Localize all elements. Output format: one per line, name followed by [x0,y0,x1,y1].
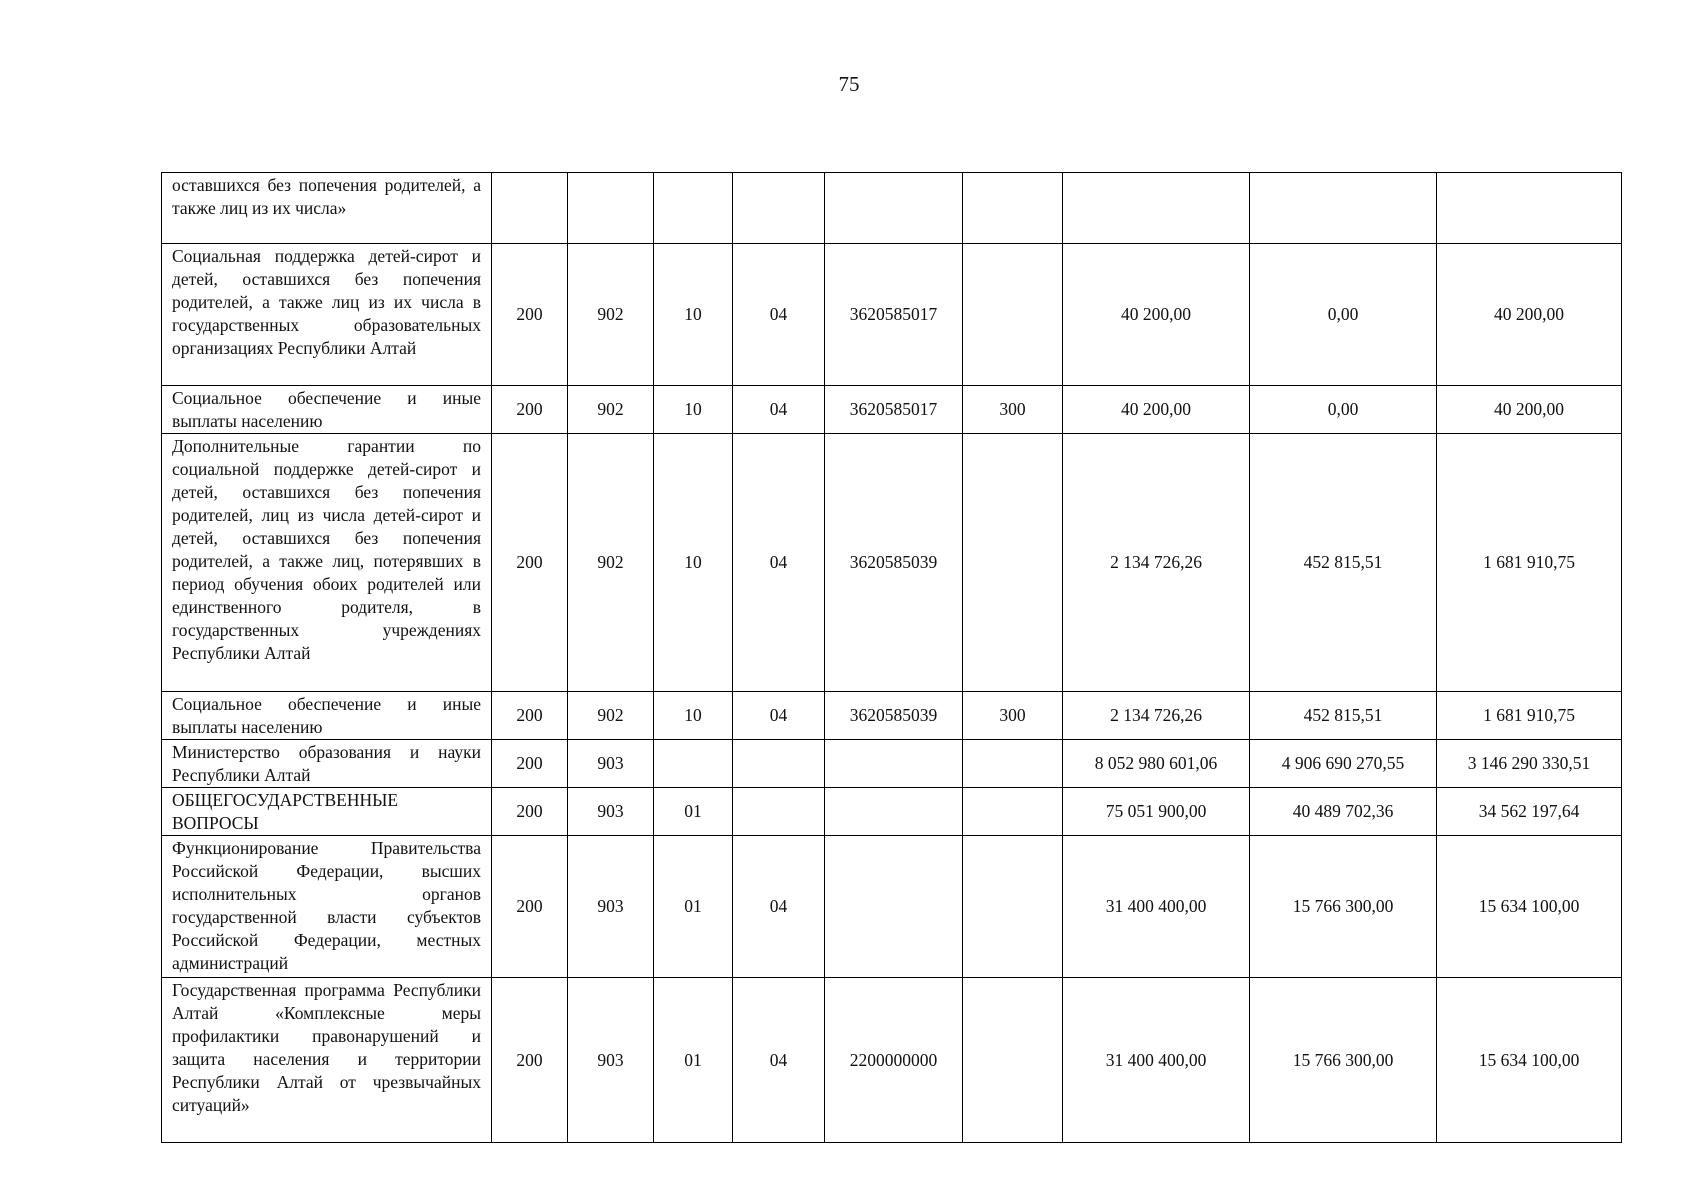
cell-value-3: 34 562 197,64 [1437,788,1622,836]
cell-code-5 [825,173,963,244]
cell-code-2: 903 [568,978,654,1143]
cell-code-5: 3620585039 [825,692,963,740]
cell-value-3: 40 200,00 [1437,244,1622,386]
cell-code-4: 04 [733,244,825,386]
cell-code-2 [568,173,654,244]
row-description: Социальное обеспечение и иные выплаты населению [162,692,492,740]
cell-code-3: 10 [654,244,733,386]
cell-code-1: 200 [492,740,568,788]
table-row [162,173,1622,244]
row-description: Министерство образования и науки Республики Алтай [162,740,492,788]
cell-code-1 [492,173,568,244]
row-description: Функционирование Правительства Российской Федерации, высших исполнительных органов государственной власти субъектов Российской Федерации, местных администраций [162,836,492,978]
cell-code-6 [963,434,1063,692]
cell-value-2: 0,00 [1250,244,1437,386]
row-description: Социальная поддержка детей-сирот и детей, оставшихся без попечения родителей, а также лиц из их числа в государственных образовательных организациях Республики Алтай [162,244,492,386]
cell-code-5: 3620585039 [825,434,963,692]
budget-table [161,172,1622,1143]
cell-code-2: 902 [568,434,654,692]
cell-value-1: 2 134 726,26 [1063,692,1250,740]
cell-value-2: 40 489 702,36 [1250,788,1437,836]
cell-code-6 [963,788,1063,836]
cell-value-3: 1 681 910,75 [1437,692,1622,740]
cell-value-2: 452 815,51 [1250,434,1437,692]
row-description: оставшихся без попечения родителей, а также лиц из их числа» [162,173,492,244]
cell-code-4: 04 [733,978,825,1143]
cell-code-6 [963,173,1063,244]
cell-code-4: 04 [733,386,825,434]
cell-value-2: 15 766 300,00 [1250,836,1437,978]
row-description: ОБЩЕГОСУДАРСТВЕННЫЕ ВОПРОСЫ [162,788,492,836]
cell-value-2 [1250,173,1437,244]
cell-value-1: 40 200,00 [1063,244,1250,386]
cell-value-1: 75 051 900,00 [1063,788,1250,836]
cell-value-3: 15 634 100,00 [1437,978,1622,1143]
table-row [162,434,1622,692]
cell-code-2: 902 [568,692,654,740]
cell-code-5: 2200000000 [825,978,963,1143]
cell-code-2: 903 [568,788,654,836]
table-row [162,788,1622,836]
cell-code-3: 01 [654,978,733,1143]
cell-code-4 [733,788,825,836]
row-description: Дополнительные гарантии по социальной поддержке детей-сирот и детей, оставшихся без попечения родителей, лиц из числа детей-сирот и детей, оставшихся без попечения родителей, а также лиц, потерявших в период обучения обоих родителей или единственного родителя, в государственных учреждениях Республики Алтай [162,434,492,692]
cell-code-6 [963,978,1063,1143]
table-row [162,978,1622,1143]
cell-code-4: 04 [733,836,825,978]
cell-code-3 [654,173,733,244]
cell-code-6 [963,740,1063,788]
cell-code-1: 200 [492,434,568,692]
cell-code-5 [825,836,963,978]
cell-code-1: 200 [492,692,568,740]
cell-code-5 [825,788,963,836]
cell-code-1: 200 [492,788,568,836]
cell-code-5 [825,740,963,788]
cell-value-1: 31 400 400,00 [1063,836,1250,978]
cell-value-3 [1437,173,1622,244]
cell-code-1: 200 [492,244,568,386]
cell-value-1: 31 400 400,00 [1063,978,1250,1143]
cell-code-3: 10 [654,386,733,434]
cell-value-3: 40 200,00 [1437,386,1622,434]
cell-value-1: 8 052 980 601,06 [1063,740,1250,788]
cell-code-4 [733,740,825,788]
cell-code-3 [654,740,733,788]
cell-value-1 [1063,173,1250,244]
cell-code-4: 04 [733,434,825,692]
cell-code-1: 200 [492,386,568,434]
cell-value-3: 15 634 100,00 [1437,836,1622,978]
table-row [162,836,1622,978]
cell-code-2: 902 [568,244,654,386]
table-row [162,740,1622,788]
cell-code-5: 3620585017 [825,386,963,434]
cell-code-4 [733,173,825,244]
cell-code-5: 3620585017 [825,244,963,386]
cell-code-3: 10 [654,434,733,692]
cell-code-2: 903 [568,836,654,978]
cell-value-2: 15 766 300,00 [1250,978,1437,1143]
table-row [162,244,1622,386]
table-row [162,692,1622,740]
cell-value-1: 2 134 726,26 [1063,434,1250,692]
row-description: Социальное обеспечение и иные выплаты населению [162,386,492,434]
cell-code-1: 200 [492,978,568,1143]
row-description: Государственная программа Республики Алтай «Комплексные меры профилактики правонарушений и защита населения и территории Республики Алтай от чрезвычайных ситуаций» [162,978,492,1143]
cell-code-6 [963,244,1063,386]
cell-code-2: 903 [568,740,654,788]
cell-value-2: 4 906 690 270,55 [1250,740,1437,788]
cell-code-3: 10 [654,692,733,740]
cell-value-3: 1 681 910,75 [1437,434,1622,692]
cell-code-3: 01 [654,788,733,836]
cell-value-2: 452 815,51 [1250,692,1437,740]
cell-code-3: 01 [654,836,733,978]
cell-code-6: 300 [963,386,1063,434]
table-row [162,386,1622,434]
cell-code-6 [963,836,1063,978]
cell-value-2: 0,00 [1250,386,1437,434]
cell-code-4: 04 [733,692,825,740]
cell-code-2: 902 [568,386,654,434]
cell-value-1: 40 200,00 [1063,386,1250,434]
cell-value-3: 3 146 290 330,51 [1437,740,1622,788]
cell-code-1: 200 [492,836,568,978]
cell-code-6: 300 [963,692,1063,740]
page-number: 75 [838,72,860,96]
